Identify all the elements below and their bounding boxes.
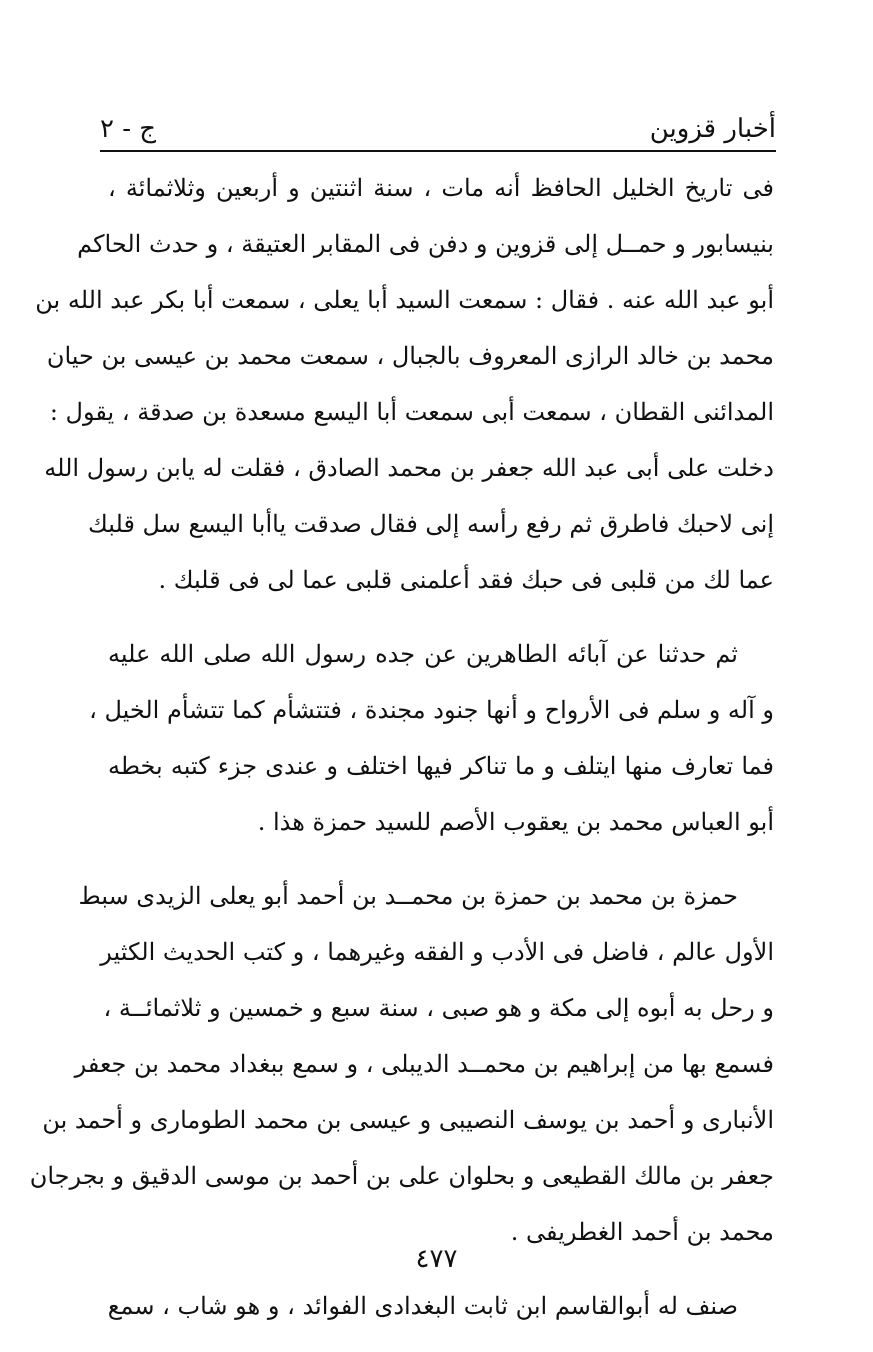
volume-label: ج - ٢ bbox=[100, 114, 157, 144]
text-line: عما لك من قلبى فى حبك فقد أعلمنى قلبى عما لى فى قلبك . bbox=[158, 566, 774, 594]
text-line: الأول عالم ، فاضل فى الأدب و الفقه وغيرهما ، و كتب الحديث الكثير bbox=[100, 938, 774, 966]
text-line: و آله و سلم فى الأرواح و أنها جنود مجندة ، فتتشأم كما تتشأم الخيل ، bbox=[89, 696, 774, 724]
text-line: فما تعارف منها ايتلف و ما تناكر فيها اختلف و عندى جزء كتبه بخطه bbox=[108, 752, 774, 780]
text-line: جعفر بن مالك القطيعى و بحلوان على بن أحمد بن موسى الدقيق و بجرجان bbox=[29, 1162, 774, 1190]
body-text bbox=[29, 160, 774, 1334]
text-line: حمزة بن محمد بن حمزة بن محمــد بن أحمد أبو يعلى الزيدى سبط bbox=[78, 882, 738, 910]
page-number: ٤٧٧ bbox=[415, 1244, 458, 1274]
text-line: بنيسابور و حمــل إلى قزوين و دفن فى المقابر العتيقة ، و حدث الحاكم bbox=[77, 230, 774, 258]
text-line: دخلت على أبى عبد الله جعفر بن محمد الصادق ، فقلت له يابن رسول الله bbox=[44, 454, 774, 482]
text-line: ثم حدثنا عن آبائه الطاهرين عن جده رسول الله صلى الله عليه bbox=[108, 640, 738, 668]
header-rule bbox=[100, 150, 776, 152]
text-line: فسمع بها من إبراهيم بن محمــد الديبلى ، و سمع ببغداد محمد بن جعفر bbox=[74, 1050, 774, 1078]
text-line: أبو العباس محمد بن يعقوب الأصم للسيد حمزة هذا . bbox=[257, 808, 774, 836]
book-title: أخبار قزوين bbox=[649, 114, 776, 144]
text-line: محمد بن أحمد الغطريفى . bbox=[510, 1218, 774, 1246]
text-line: محمد بن خالد الرازى المعروف بالجبال ، سمعت محمد بن عيسى بن حيان bbox=[46, 342, 774, 370]
text-line: الأنبارى و أحمد بن يوسف النصيبى و عيسى بن محمد الطومارى و أحمد بن bbox=[42, 1106, 774, 1134]
text-line: إنى لاحبك فاطرق ثم رفع رأسه إلى فقال صدقت ياأبا اليسع سل قلبك bbox=[88, 510, 774, 538]
text-line: أبو عبد الله عنه . فقال : سمعت السيد أبا يعلى ، سمعت أبا بكر عبد الله بن bbox=[35, 286, 774, 314]
text-line: المدائنى القطان ، سمعت أبى سمعت أبا اليسع مسعدة بن صدقة ، يقول : bbox=[49, 398, 774, 426]
running-header bbox=[100, 98, 776, 144]
text-line: فى تاريخ الخليل الحافظ أنه مات ، سنة اثنتين و أربعين وثلاثمائة ، bbox=[108, 174, 774, 202]
text-line: و رحل به أبوه إلى مكة و هو صبى ، سنة سبع و خمسين و ثلاثمائــة ، bbox=[103, 994, 774, 1022]
text-line: صنف له أبوالقاسم ابن ثابت البغدادى الفوائد ، و هو شاب ، سمع bbox=[107, 1292, 738, 1320]
